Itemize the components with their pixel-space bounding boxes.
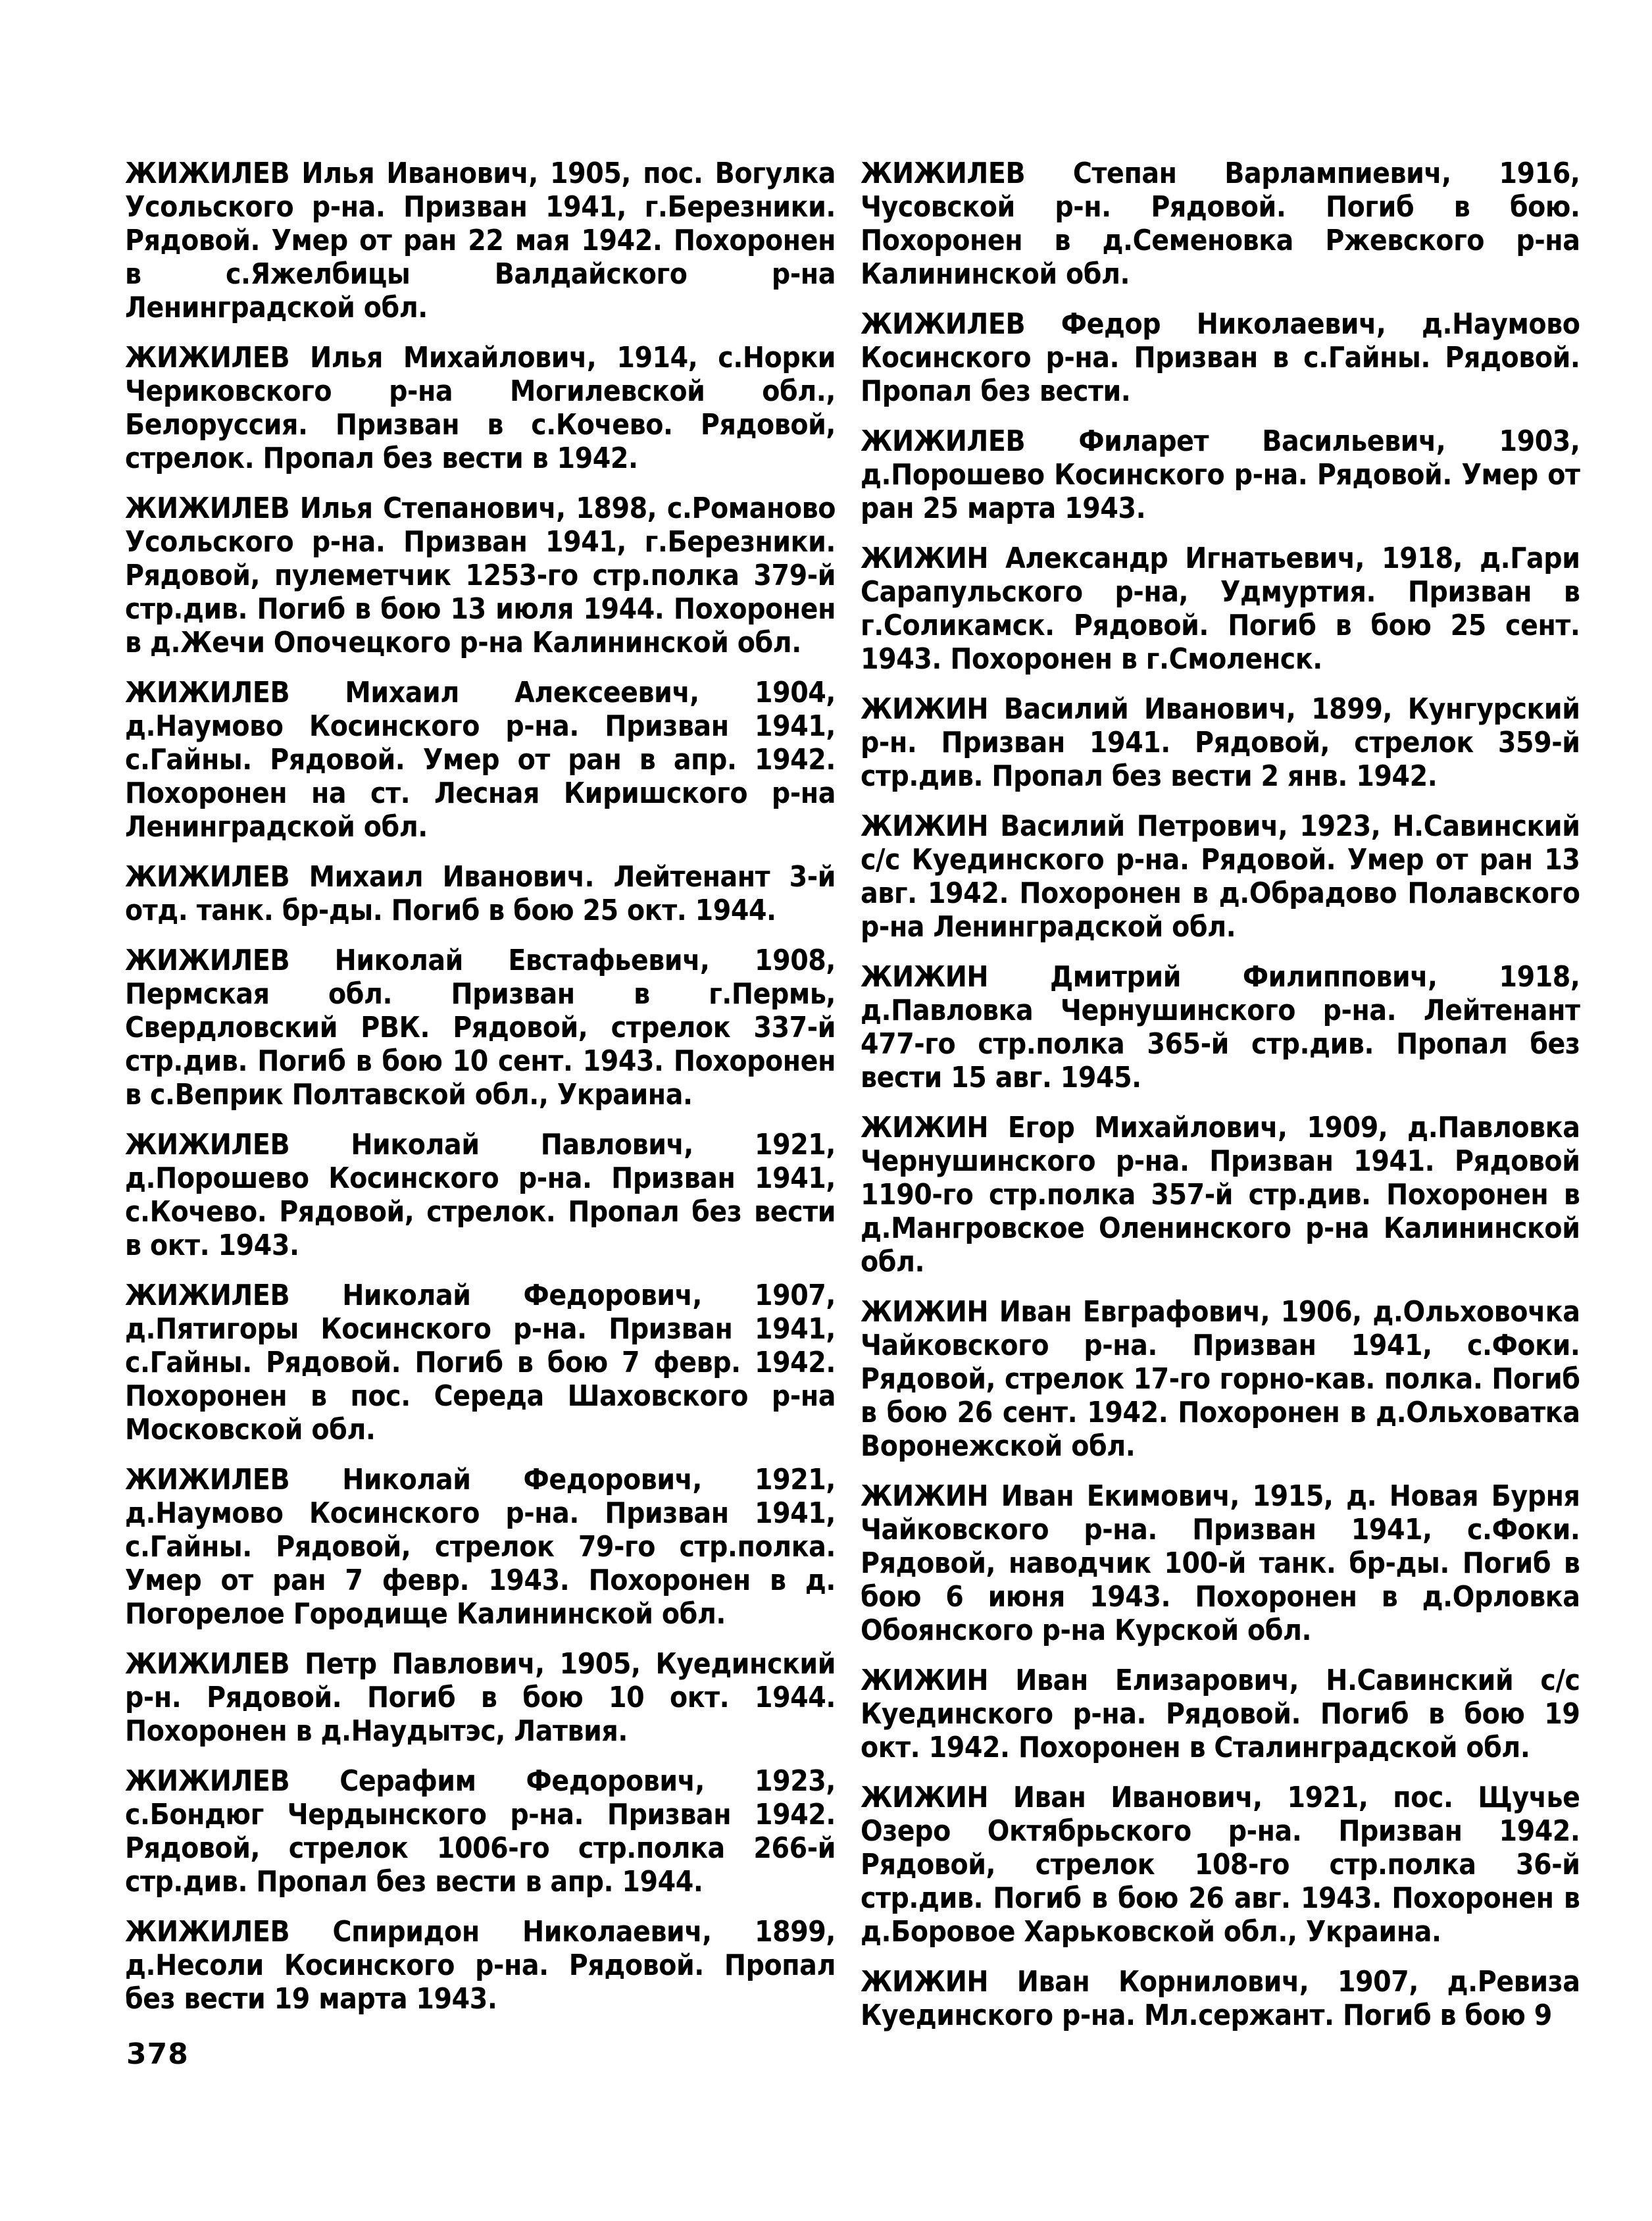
column-left [125, 157, 836, 2032]
memorial-entry: ЖИЖИЛЕВ Илья Степанович, 1898, с.Романово Усольского р-на. Призван 1941, г.Березники. Рядовой, пулеметчик 1253-го стр.полка 379-й стр.див. Погиб в бою 13 июля 1944. Похоронен в д.Жечи Опочецкого р-на Калининской обл. [125, 492, 836, 659]
memorial-entry: ЖИЖИН Егор Михайлович, 1909, д.Павловка Чернушинского р-на. Призван 1941. Рядовой 1190-го стр.полка 357-й стр.див. Похоронен в д.Мангровское Оленинского р-на Калининской обл. [861, 1111, 1580, 1279]
column-right [861, 157, 1580, 2049]
memorial-entry: ЖИЖИЛЕВ Илья Иванович, 1905, пос. Вогулка Усольского р-на. Призван 1941, г.Березники. Рядовой. Умер от ран 22 мая 1942. Похоронен в с.Яжелбицы Валдайского р-на Ленинградской обл. [125, 157, 836, 324]
memorial-entry: ЖИЖИН Василий Иванович, 1899, Кунгурский р-н. Призван 1941. Рядовой, стрелок 359-й стр.див. Пропал без вести 2 янв. 1942. [861, 692, 1580, 793]
memorial-entry: ЖИЖИЛЕВ Степан Варлампиевич, 1916, Чусовской р-н. Рядовой. Погиб в бою. Похоронен в д.Семеновка Ржевского р-на Калининской обл. [861, 157, 1580, 291]
memorial-entry: ЖИЖИН Иван Екимович, 1915, д. Новая Бурня Чайковского р-на. Призван 1941, с.Фоки. Рядовой, наводчик 100-й танк. бр-ды. Погиб в бою 6 июня 1943. Похоронен в д.Орловка Обоянского р-на Курской обл. [861, 1479, 1580, 1647]
memorial-entry: ЖИЖИН Дмитрий Филиппович, 1918, д.Павловка Чернушинского р-на. Лейтенант 477-го стр.полка 365-й стр.див. Пропал без вести 15 авг. 1945. [861, 960, 1580, 1094]
memorial-entry: ЖИЖИЛЕВ Михаил Алексеевич, 1904, д.Наумово Косинского р-на. Призван 1941, с.Гайны. Рядовой. Умер от ран в апр. 1942. Похоронен на ст. Лесная Киришского р-на Ленинградской обл. [125, 676, 836, 844]
memorial-entry: ЖИЖИН Иван Корнилович, 1907, д.Ревиза Куединского р-на. Мл.сержант. Погиб в бою 9 [861, 1965, 1580, 2032]
memorial-entry: ЖИЖИН Иван Иванович, 1921, пос. Щучье Озеро Октябрьского р-на. Призван 1942. Рядовой, стрелок 108-го стр.полка 36-й стр.див. Погиб в бою 26 авг. 1943. Похоронен в д.Боровое Харьковской обл., Украина. [861, 1781, 1580, 1949]
memorial-entry: ЖИЖИН Василий Петрович, 1923, Н.Савинский с/с Куединского р-на. Рядовой. Умер от ран 13 авг. 1942. Похоронен в д.Обрадово Полавского р-на Ленинградской обл. [861, 809, 1580, 944]
memorial-entry: ЖИЖИН Иван Елизарович, Н.Савинский с/с Куединского р-на. Рядовой. Погиб в бою 19 окт. 1942. Похоронен в Сталинградской обл. [861, 1664, 1580, 1764]
memorial-entry: ЖИЖИЛЕВ Илья Михайлович, 1914, с.Норки Чериковского р-на Могилевской обл., Белоруссия. Призван в с.Кочево. Рядовой, стрелок. Пропал без вести в 1942. [125, 341, 836, 475]
memorial-entry: ЖИЖИЛЕВ Николай Федорович, 1907, д.Пятигоры Косинского р-на. Призван 1941, с.Гайны. Рядовой. Погиб в бою 7 февр. 1942. Похоронен в пос. Середа Шаховского р-на Московской обл. [125, 1279, 836, 1446]
memorial-entry: ЖИЖИЛЕВ Николай Евстафьевич, 1908, Пермская обл. Призван в г.Пермь, Свердловский РВК. Рядовой, стрелок 337-й стр.див. Погиб в бою 10 сент. 1943. Похоронен в с.Веприк Полтавской обл., Украина. [125, 944, 836, 1111]
memorial-entry: ЖИЖИЛЕВ Николай Павлович, 1921, д.Порошево Косинского р-на. Призван 1941, с.Кочево. Рядовой, стрелок. Пропал без вести в окт. 1943. [125, 1128, 836, 1262]
memorial-entry: ЖИЖИЛЕВ Филарет Васильевич, 1903, д.Порошево Косинского р-на. Рядовой. Умер от ран 25 марта 1943. [861, 424, 1580, 525]
memorial-entry: ЖИЖИЛЕВ Михаил Иванович. Лейтенант 3-й отд. танк. бр-ды. Погиб в бою 25 окт. 1944. [125, 860, 836, 927]
memorial-entry: ЖИЖИЛЕВ Петр Павлович, 1905, Куединский р-н. Рядовой. Погиб в бою 10 окт. 1944. Похоронен в д.Наудытэс, Латвия. [125, 1647, 836, 1748]
memorial-entry: ЖИЖИЛЕВ Спиридон Николаевич, 1899, д.Несоли Косинского р-на. Рядовой. Пропал без вести 19 марта 1943. [125, 1915, 836, 2016]
memorial-entry: ЖИЖИЛЕВ Федор Николаевич, д.Наумово Косинского р-на. Призван в с.Гайны. Рядовой. Пропал без вести. [861, 307, 1580, 408]
memorial-entry: ЖИЖИЛЕВ Николай Федорович, 1921, д.Наумово Косинского р-на. Призван 1941, с.Гайны. Рядовой, стрелок 79-го стр.полка. Умер от ран 7 февр. 1943. Похоронен в д. Погорелое Городище Калининской обл. [125, 1463, 836, 1631]
memorial-entry: ЖИЖИН Иван Евграфович, 1906, д.Ольховочка Чайковского р-на. Призван 1941, с.Фоки. Рядовой, стрелок 17-го горно-кав. полка. Погиб в бою 26 сент. 1942. Похоронен в д.Ольховатка Воронежской обл. [861, 1295, 1580, 1463]
page-number: 378 [126, 2037, 189, 2071]
memorial-entry: ЖИЖИЛЕВ Серафим Федорович, 1923, с.Бондюг Чердынского р-на. Призван 1942. Рядовой, стрелок 1006-го стр.полка 266-й стр.див. Пропал без вести в апр. 1944. [125, 1764, 836, 1899]
memorial-entry: ЖИЖИН Александр Игнатьевич, 1918, д.Гари Сарапульского р-на, Удмуртия. Призван в г.Соликамск. Рядовой. Погиб в бою 25 сент. 1943. Похоронен в г.Смоленск. [861, 542, 1580, 676]
